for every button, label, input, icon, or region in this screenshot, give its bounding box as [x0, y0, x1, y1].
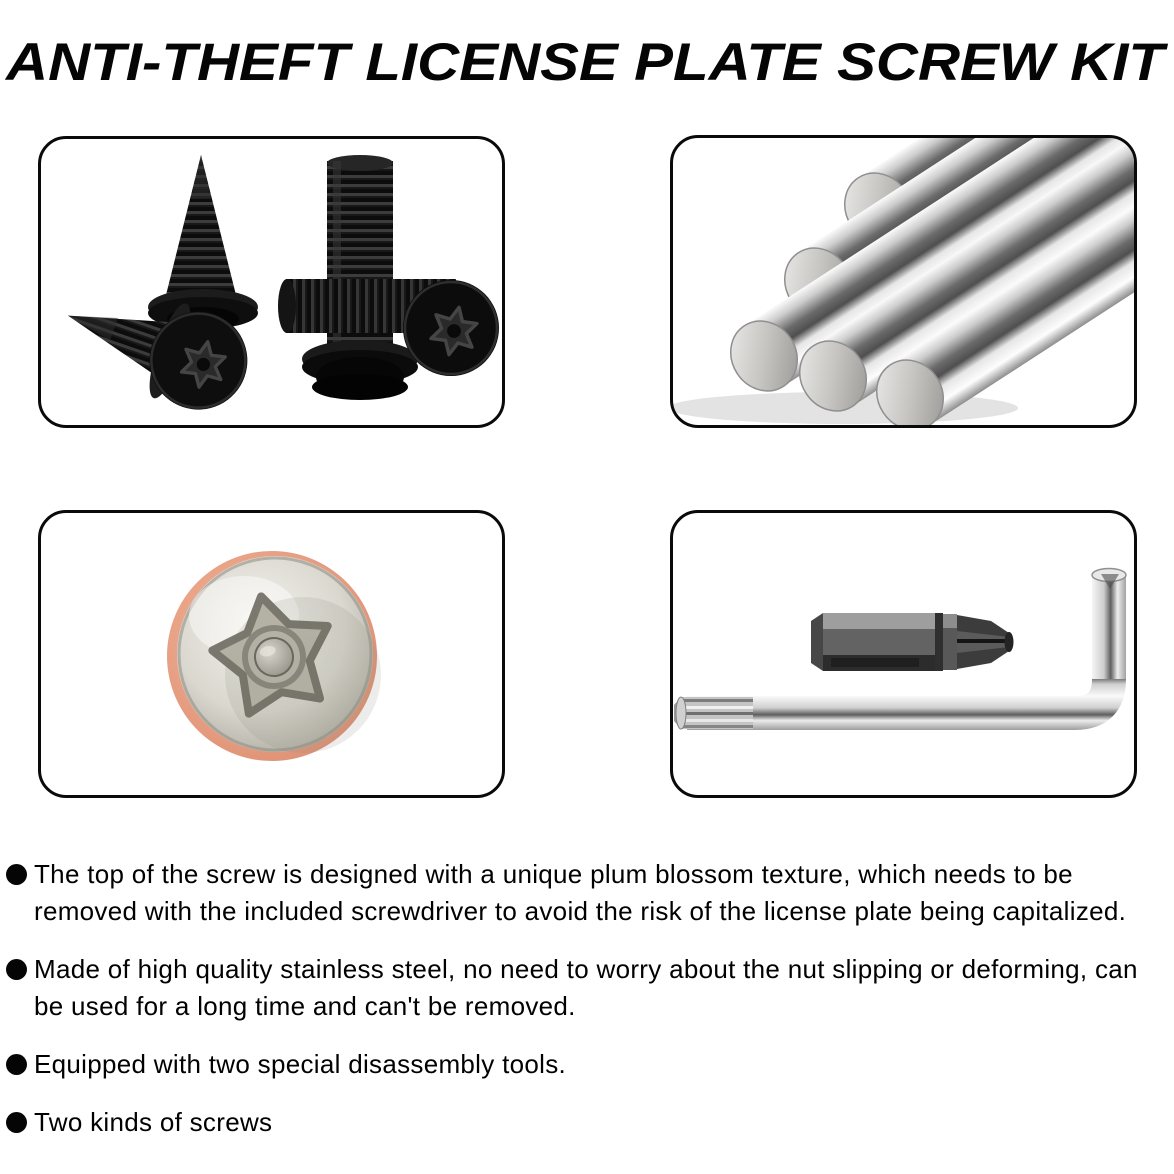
feature-text-1: The top of the screw is designed with a unique plum blossom texture, which needs to be removed with the included screwdriver to avoid the risk of the license plate being capitalized.	[34, 859, 1127, 926]
feature-text-3: Equipped with two special disassembly tools.	[34, 1049, 567, 1079]
black-screws-panel	[38, 136, 505, 428]
bullet-icon	[6, 1054, 27, 1075]
feature-text-2: Made of high quality stainless steel, no need to worry about the nut slipping or deforming, can be used for a long time and can't be removed.	[34, 954, 1138, 1021]
feature-item-1	[6, 856, 1166, 930]
feature-text-4: Two kinds of screws	[34, 1107, 273, 1137]
bit-stamp-marks	[831, 658, 919, 667]
bullet-icon	[6, 959, 27, 980]
steel-rods-panel	[670, 135, 1137, 428]
torx-bit	[811, 613, 1014, 671]
feature-item-4	[6, 1104, 1166, 1141]
title-bar	[0, 0, 1174, 100]
plum-blossom-screw-head	[167, 551, 381, 761]
screw-head-closeup-panel	[38, 510, 505, 798]
machine-screw-vertical	[302, 155, 418, 400]
feature-item-2	[6, 951, 1166, 1025]
page-title: ANTI-THEFT LICENSE PLATE SCREW KIT	[3, 33, 1170, 92]
bullet-icon	[6, 1112, 27, 1133]
feature-list	[6, 856, 1166, 1162]
tapping-screw-vertical	[148, 155, 258, 331]
tools-panel	[670, 510, 1137, 798]
wrench-torx-tip	[674, 697, 753, 729]
feature-item-3	[6, 1046, 1166, 1083]
bullet-icon	[6, 864, 27, 885]
